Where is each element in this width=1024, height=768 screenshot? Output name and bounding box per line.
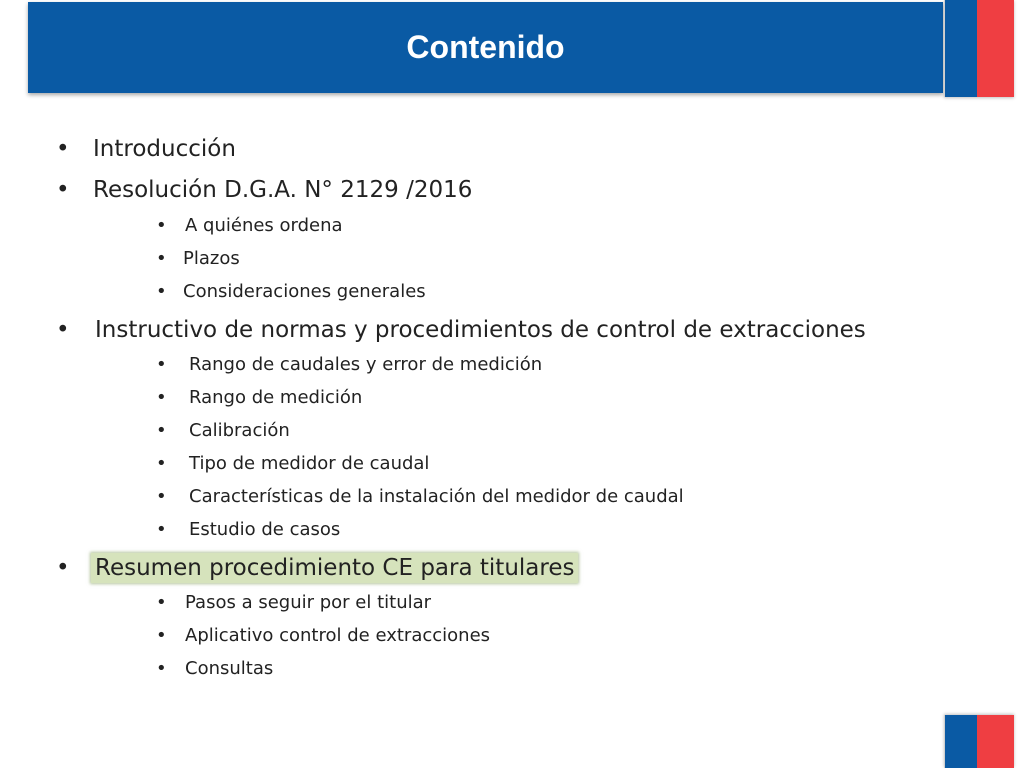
list-item-text: Consideraciones generales — [183, 281, 426, 302]
list-item-text: Resolución D.G.A. N° 2129 /2016 — [93, 177, 473, 203]
list-item-text: Estudio de casos — [189, 519, 341, 540]
list-item-text: Consultas — [185, 658, 274, 679]
bullet: • — [156, 486, 167, 507]
bullet: • — [56, 136, 70, 162]
bullet: • — [156, 658, 167, 679]
list-item-text: Plazos — [183, 248, 240, 269]
bullet: • — [56, 177, 70, 203]
list-item-text: Características de la instalación del medidor de caudal — [189, 486, 684, 507]
bullet: • — [56, 555, 70, 581]
bullet: • — [156, 519, 167, 540]
bullet: • — [156, 625, 167, 646]
bullet: • — [156, 281, 167, 302]
flag-red-stripe — [977, 715, 1014, 768]
list-item-text: Pasos a seguir por el titular — [185, 592, 432, 613]
slide-title: Contenido — [406, 29, 565, 65]
flag-logo-bottom — [944, 715, 1014, 768]
bullet: • — [56, 317, 70, 343]
bullet: • — [156, 592, 167, 613]
list-item-text: Rango de medición — [189, 387, 363, 408]
bullet: • — [156, 420, 167, 441]
list-item-text: A quiénes ordena — [185, 215, 343, 236]
bullet: • — [156, 453, 167, 474]
flag-logo-top — [944, 0, 1014, 97]
bullet: • — [156, 354, 167, 375]
list-item-text: Aplicativo control de extracciones — [185, 625, 491, 646]
list-item-text: Tipo de medidor de caudal — [189, 453, 430, 474]
bullet: • — [156, 215, 167, 236]
list-item-text: Introducción — [93, 136, 236, 162]
flag-blue-stripe — [944, 715, 977, 768]
list-item-text-highlighted: Resumen procedimiento CE para titulares — [91, 553, 578, 583]
bullet: • — [156, 248, 167, 269]
list-item-text: Rango de caudales y error de medición — [189, 354, 543, 375]
list-item-text: Instructivo de normas y procedimientos de control de extracciones — [95, 317, 866, 343]
flag-red-stripe — [977, 0, 1014, 97]
flag-blue-stripe — [944, 0, 977, 97]
bullet: • — [156, 387, 167, 408]
list-item-text: Calibración — [189, 420, 290, 441]
